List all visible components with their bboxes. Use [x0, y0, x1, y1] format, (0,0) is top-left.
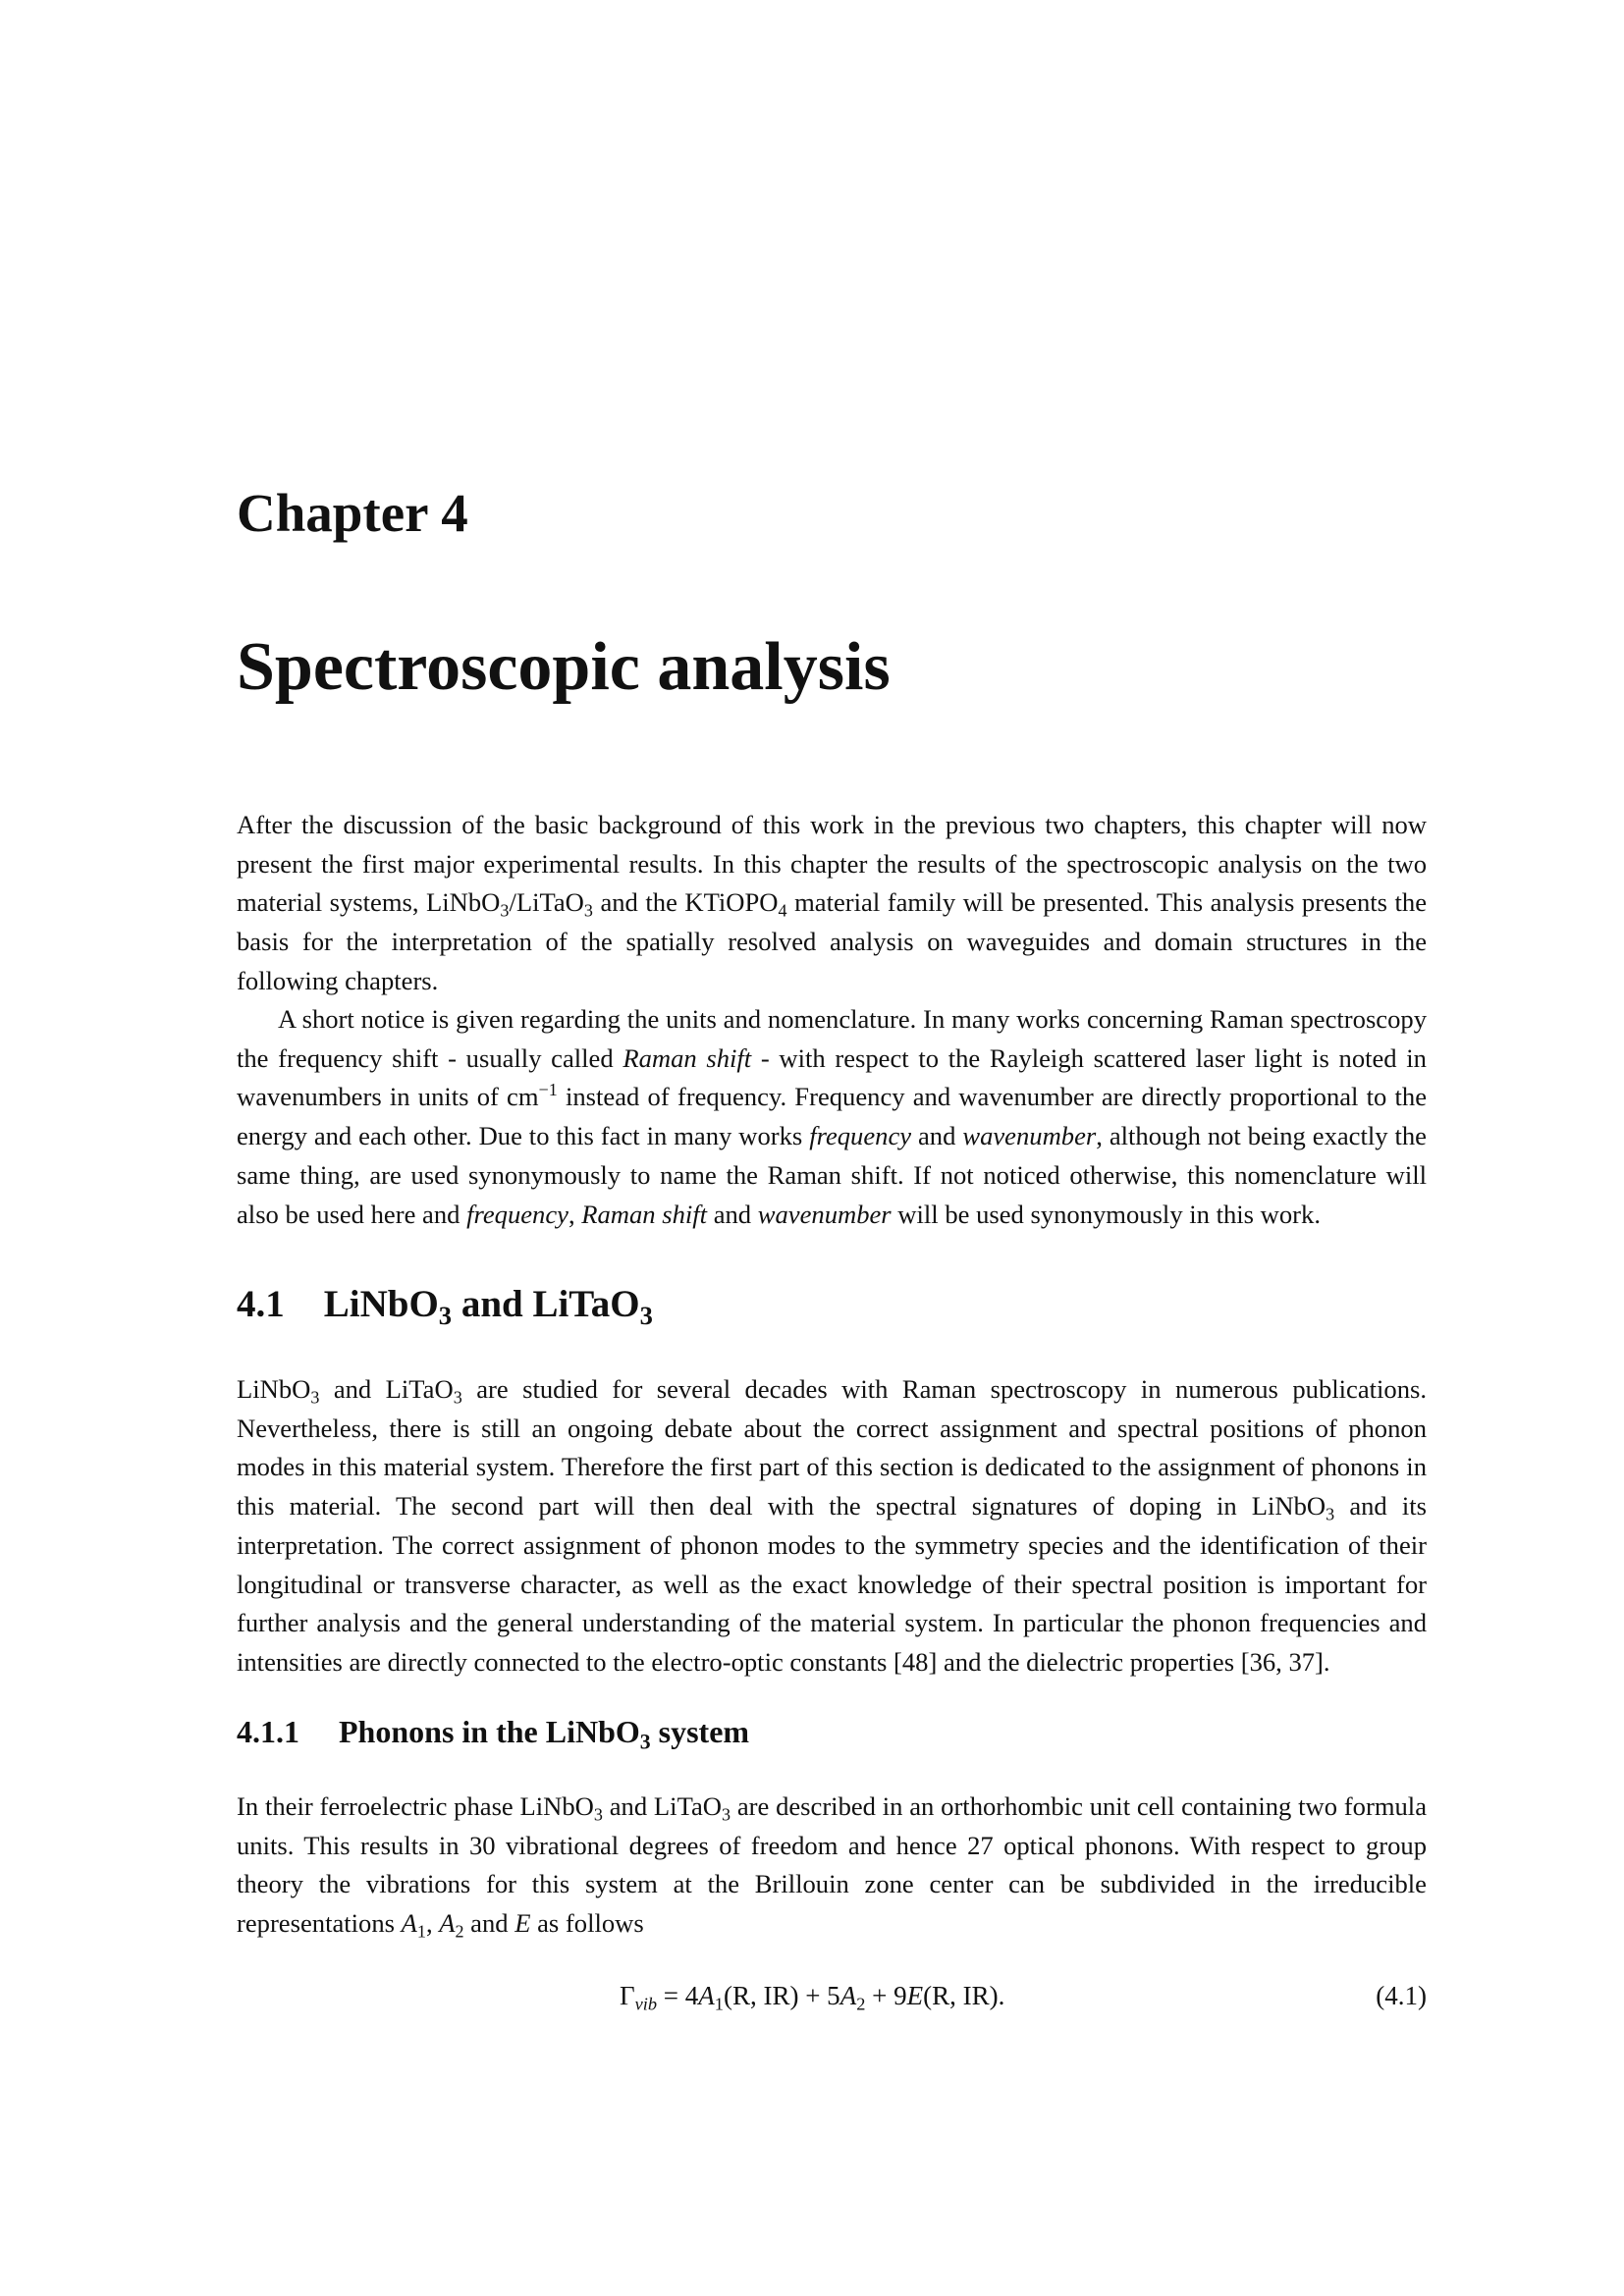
units-notice-paragraph: A short notice is given regarding the units and nomenclature. In many works concerning Raman spectroscopy the frequency shift - usually called Raman shift - with respect to the Rayleigh scattered laser light is noted in wavenumbers in units of $cm^{-1}$ instead of frequency. Frequency and wavenumber are directly proportional to the energy and each other. Due to this fact in many works frequency and wavenumber, although not being exactly the same thing, are used synonymously to name the Raman shift. If not noticed otherwise, this nomenclature will also be used here and frequency, Raman shift and wavenumber will be used synonymously in this work. [237, 1004, 1427, 1229]
section-heading-4-1 [237, 1282, 653, 1328]
section-4-1-paragraph: LiNbO$_3$ and LiTaO$_3$ are studied for several decades with Raman spectroscopy in numerous publications. Nevertheless, there is still an ongoing debate about the correct assignment and spectral positions of phonon modes in this material system. Therefore the first part of this section is dedicated to the assignment of phonons in this material. The second part will then deal with the spectral signatures of doping in LiNbO$_3$ and its interpretation. The correct assignment of phonon modes to the symmetry species and the identification of their longitudinal or transverse character, as well as the exact knowledge of their spectral position is important for further analysis and the general understanding of the material system. In particular the phonon frequencies and intensities are directly connected to the electro-optic constants [48] and the dielectric properties [36, 37]. [237, 1374, 1427, 1677]
equation-body: $\Gamma_{vib} = 4A_1(R$, $IR) + 5A_2 + 9E(R$, IR). [620, 1981, 1005, 2014]
section-number: 4.1 [237, 1283, 285, 1325]
section-title: LiNbO$_3$ and LiTaO$_3$ [323, 1283, 653, 1330]
equation-number: (4.1) [1376, 1981, 1427, 2010]
section-4-1-1-paragraph: In their ferroelectric phase LiNbO$_3$ and LiTaO$_3$ are described in an orthorhombic unit cell containing two formula units. This results in 30 vibrational degrees of freedom and hence 27 optical phonons. With respect to group theory the vibrations for this system at the Brillouin zone center can be subdivided in the irreducible representations $A_1$, $A_2$ and E as follows [237, 1791, 1427, 1942]
subsection-heading-4-1-1 [237, 1713, 750, 1754]
chapter-title: Spectroscopic analysis [237, 629, 891, 705]
chapter-label: Chapter 4 [237, 483, 468, 543]
intro-paragraph: After the discussion of the basic background of this work in the previous two chapters, this chapter will now present the first major experimental results. In this chapter the results of the spectroscopic analysis on the two material systems, LiNbO$_3$/LiTaO$_3$ and the KTiOPO$_4$ material family will be presented. This analysis presents the basis for the interpretation of the spatially resolved analysis on waveguides and domain structures in the following chapters. [237, 810, 1428, 995]
equation-4-1 [237, 1981, 1427, 2024]
subsection-title: Phonons in the LiNbO$_3$ system [339, 1714, 750, 1754]
subsection-number: 4.1.1 [237, 1714, 299, 1749]
